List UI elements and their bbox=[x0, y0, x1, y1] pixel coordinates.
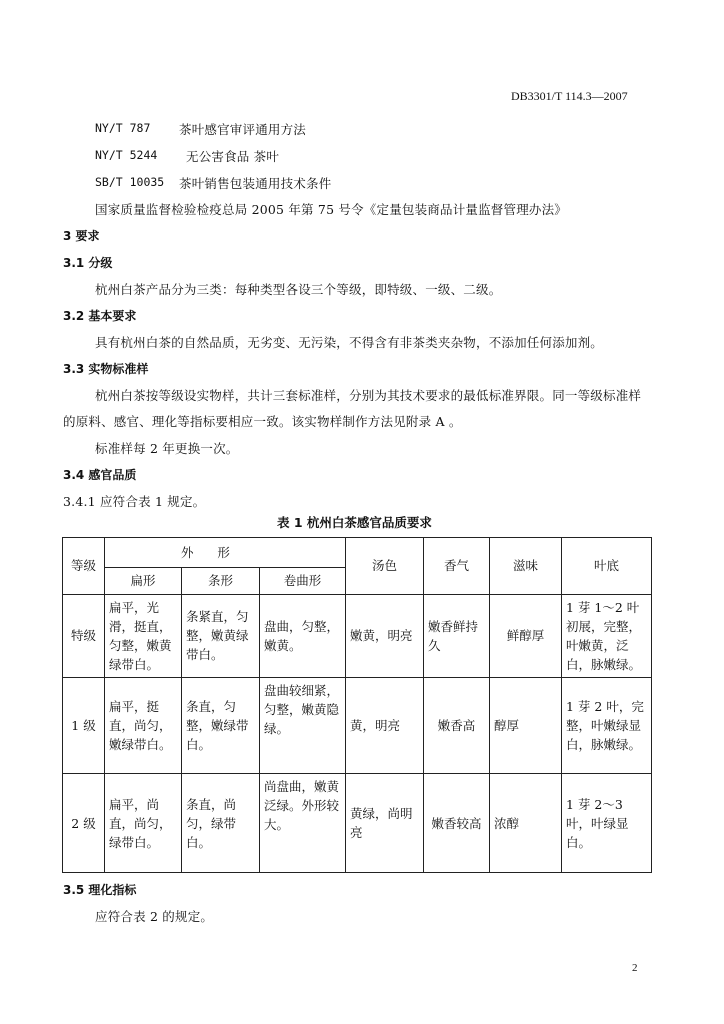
cell-taste: 浓醇 bbox=[490, 774, 562, 873]
ref-title-3: 茶叶销售包装通用技术条件 bbox=[179, 176, 332, 191]
section-3-2-text: 具有杭州白茶的自然品质，无劣变、无污染，不得含有非茶类夹杂物，不添加任何添加剂。 bbox=[95, 335, 604, 350]
section-3-4-heading: 3.4 感官品质 bbox=[63, 468, 137, 482]
ref-title-1: 茶叶感官审评通用方法 bbox=[179, 122, 307, 137]
section-3-5-heading: 3.5 理化指标 bbox=[63, 883, 137, 897]
page-number: 2 bbox=[632, 962, 638, 974]
cell-curl: 盘曲较细紧，匀整，嫩黄隐绿。 bbox=[260, 678, 346, 774]
sensory-quality-table bbox=[62, 537, 652, 873]
cell-grade: 1 级 bbox=[63, 678, 105, 774]
cell-strip: 条直，匀整，嫩绿带白。 bbox=[182, 678, 260, 774]
cell-grade: 特级 bbox=[63, 594, 105, 678]
cell-aroma: 嫩香高 bbox=[424, 678, 490, 774]
header-taste: 滋味 bbox=[490, 538, 562, 595]
cell-flat: 扁平，尚直，尚匀，绿带白。 bbox=[105, 774, 182, 873]
cell-leaf: 1 芽 2～3 叶，叶绿显白。 bbox=[562, 774, 652, 873]
header-shape: 外 形 bbox=[105, 538, 346, 568]
section-3-3-line3: 标准样每 2 年更换一次。 bbox=[95, 441, 239, 456]
cell-soup: 黄，明亮 bbox=[346, 678, 424, 774]
table-row bbox=[63, 678, 652, 774]
document-code: DB3301/T 114.3—2007 bbox=[511, 89, 628, 103]
cell-grade: 2 级 bbox=[63, 774, 105, 873]
ref-code-1: NY/T 787 bbox=[95, 121, 151, 135]
section-3-3-heading: 3.3 实物标准样 bbox=[63, 362, 149, 376]
section-3-5-text: 应符合表 2 的规定。 bbox=[95, 909, 214, 924]
table-row bbox=[63, 594, 652, 678]
cell-aroma: 嫩香鲜持久 bbox=[424, 594, 490, 678]
header-soup-color: 汤色 bbox=[346, 538, 424, 595]
header-curl: 卷曲形 bbox=[260, 568, 346, 594]
cell-leaf: 1 芽 2 叶，完整，叶嫩绿显白，脉嫩绿。 bbox=[562, 678, 652, 774]
table-caption: 表 1 杭州白茶感官品质要求 bbox=[277, 515, 432, 530]
cell-soup: 嫩黄，明亮 bbox=[346, 594, 424, 678]
ref-code-3: SB/T 10035 bbox=[95, 175, 165, 189]
cell-taste: 鲜醇厚 bbox=[490, 594, 562, 678]
cell-leaf: 1 芽 1～2 叶初展，完整，叶嫩黄，泛白，脉嫩绿。 bbox=[562, 594, 652, 678]
cell-strip: 条直，尚匀，绿带白。 bbox=[182, 774, 260, 873]
section-3-1-heading: 3.1 分级 bbox=[63, 256, 113, 270]
cell-curl: 尚盘曲，嫩黄泛绿。外形较大。 bbox=[260, 774, 346, 873]
cell-taste: 醇厚 bbox=[490, 678, 562, 774]
cell-curl: 盘曲，匀整，嫩黄。 bbox=[260, 594, 346, 678]
ref-title-2: 无公害食品 茶叶 bbox=[186, 149, 280, 164]
cell-soup: 黄绿，尚明亮 bbox=[346, 774, 424, 873]
cell-aroma: 嫩香较高 bbox=[424, 774, 490, 873]
cell-flat: 扁平，光滑，挺直，匀整，嫩黄绿带白。 bbox=[105, 594, 182, 678]
header-leaf-base: 叶底 bbox=[562, 538, 652, 595]
cell-strip: 条紧直，匀整，嫩黄绿带白。 bbox=[182, 594, 260, 678]
section-3-1-text: 杭州白茶产品分为三类：每种类型各设三个等级，即特级、一级、二级。 bbox=[95, 282, 502, 297]
header-aroma: 香气 bbox=[424, 538, 490, 595]
header-strip: 条形 bbox=[182, 568, 260, 594]
section-3-3-line2: 的原料、感官、理化等指标要相应一致。该实物样制作方法见附录 A 。 bbox=[63, 414, 462, 429]
section-3-3-line1: 杭州白茶按等级设实物样，共计三套标准样，分别为其技术要求的最低标准界限。同一等级标准样 bbox=[95, 388, 642, 403]
section-3-heading: 3 要求 bbox=[63, 229, 100, 243]
header-flat: 扁形 bbox=[105, 568, 182, 594]
ref-decree: 国家质量监督检验检疫总局 2005 年第 75 号令《定量包装商品计量监督管理办法》 bbox=[95, 202, 568, 217]
section-3-4-1-text: 3.4.1 应符合表 1 规定。 bbox=[63, 494, 206, 509]
cell-flat: 扁平，挺直，尚匀，嫩绿带白。 bbox=[105, 678, 182, 774]
header-grade: 等级 bbox=[63, 538, 105, 595]
table-row bbox=[63, 774, 652, 873]
ref-code-2: NY/T 5244 bbox=[95, 148, 158, 162]
section-3-2-heading: 3.2 基本要求 bbox=[63, 309, 137, 323]
